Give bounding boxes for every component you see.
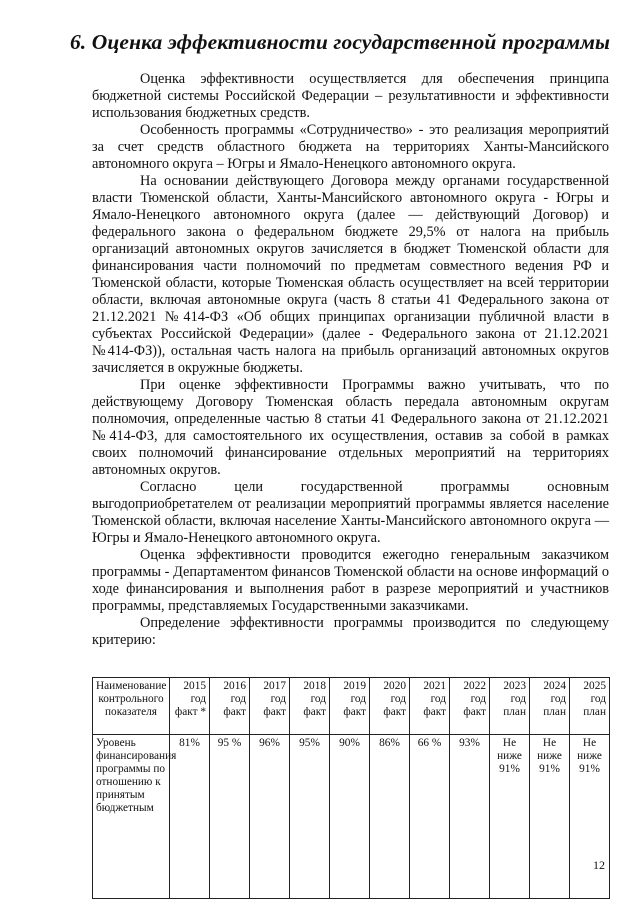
paragraph: Оценка эффективности проводится ежегодно генеральным заказчиком программы - Департаментом финансов Тюменской области на основе информаций о ходе финансирования и выполнения работ в разрезе мероприятий и участников программы, представляемых Государственными заказчиками. (92, 547, 609, 614)
table-cell: 90% (330, 735, 370, 899)
table-header-row (93, 678, 610, 735)
paragraph: Оценка эффективности осуществляется для обеспечения принципа бюджетной системы Российской Федерации – результативности и эффективности использования бюджетных средств. (92, 71, 609, 121)
table-cell: 95 % (210, 735, 250, 899)
table-row (93, 735, 610, 899)
table-cell: Не ниже 91% (530, 735, 570, 899)
column-header-year: 2021 год факт (410, 678, 450, 735)
section-heading: 6. Оценка эффективности государственной программы (69, 30, 611, 54)
column-header-year: 2023 год план (490, 678, 530, 735)
criteria-table (92, 677, 610, 899)
column-header-year: 2015 год факт * (170, 678, 210, 735)
column-header-year: 2020 год факт (370, 678, 410, 735)
table-cell: 81% (170, 735, 210, 899)
column-header-indicator: Наименование контрольного показателя (93, 678, 170, 735)
table-cell: 95% (290, 735, 330, 899)
table-cell: 93% (450, 735, 490, 899)
table-cell: Не ниже 91% (490, 735, 530, 899)
table-cell: Не ниже 91% (570, 735, 610, 899)
column-header-year: 2019 год факт (330, 678, 370, 735)
paragraph: На основании действующего Договора между органами государственной власти Тюменской области, Ханты-Мансийского автономного округа - Югры и Ямало-Ненецкого автономного округа (далее — действующий Договор) и федерального закона о федеральном бюджете 29,5% от налога на прибыль организаций автономных округов зачисляется в бюджет Тюменской области для финансирования части полномочий по предметам совместного ведения РФ и Тюменской области, которые Тюменская область осуществляет на всей территории области, включая автономные округа (часть 8 статьи 41 Федерального закона от 21.12.2021 №414-ФЗ «Об общих принципах организации публичной власти в субъектах Российской Федерации» (далее - Федерального закона от 21.12.2021 №414-ФЗ)), остальная часть налога на прибыль организаций автономных округов зачисляется в окружные бюджеты. (92, 173, 609, 376)
column-header-year: 2024 год план (530, 678, 570, 735)
column-header-year: 2016 год факт (210, 678, 250, 735)
table-cell: 96% (250, 735, 290, 899)
column-header-year: 2018 год факт (290, 678, 330, 735)
body-text (92, 71, 609, 649)
column-header-year: 2025 год план (570, 678, 610, 735)
table-cell: 66 % (410, 735, 450, 899)
page-number: 12 (593, 858, 605, 872)
paragraph: Согласно цели государственной программы основным выгодоприобретателем от реализации мероприятий программы является население Тюменской области, включая население Ханты-Мансийского автономного округа — Югры и Ямало-Ненецкого автономного округа. (92, 479, 609, 546)
paragraph: Определение эффективности программы производится по следующему критерию: (92, 615, 609, 648)
paragraph: При оценке эффективности Программы важно учитывать, что по действующему Договору Тюменская область передала автономным округам полномочия, определенные частью 8 статьи 41 Федерального закона от 21.12.2021 №414-ФЗ, для самостоятельного их осуществления, оставив за собой в рамках своих полномочий финансирование отдельных мероприятий на территориях автономных округов. (92, 377, 609, 478)
indicator-name: Уровень финансирования программы по отношению к принятым бюджетным (93, 735, 170, 899)
table-cell: 86% (370, 735, 410, 899)
paragraph: Особенность программы «Сотрудничество» - это реализация мероприятий за счет средств областного бюджета на территориях Ханты-Мансийского автономного округа – Югры и Ямало-Ненецкого автономного округа. (92, 122, 609, 172)
column-header-year: 2017 год факт (250, 678, 290, 735)
column-header-year: 2022 год факт (450, 678, 490, 735)
